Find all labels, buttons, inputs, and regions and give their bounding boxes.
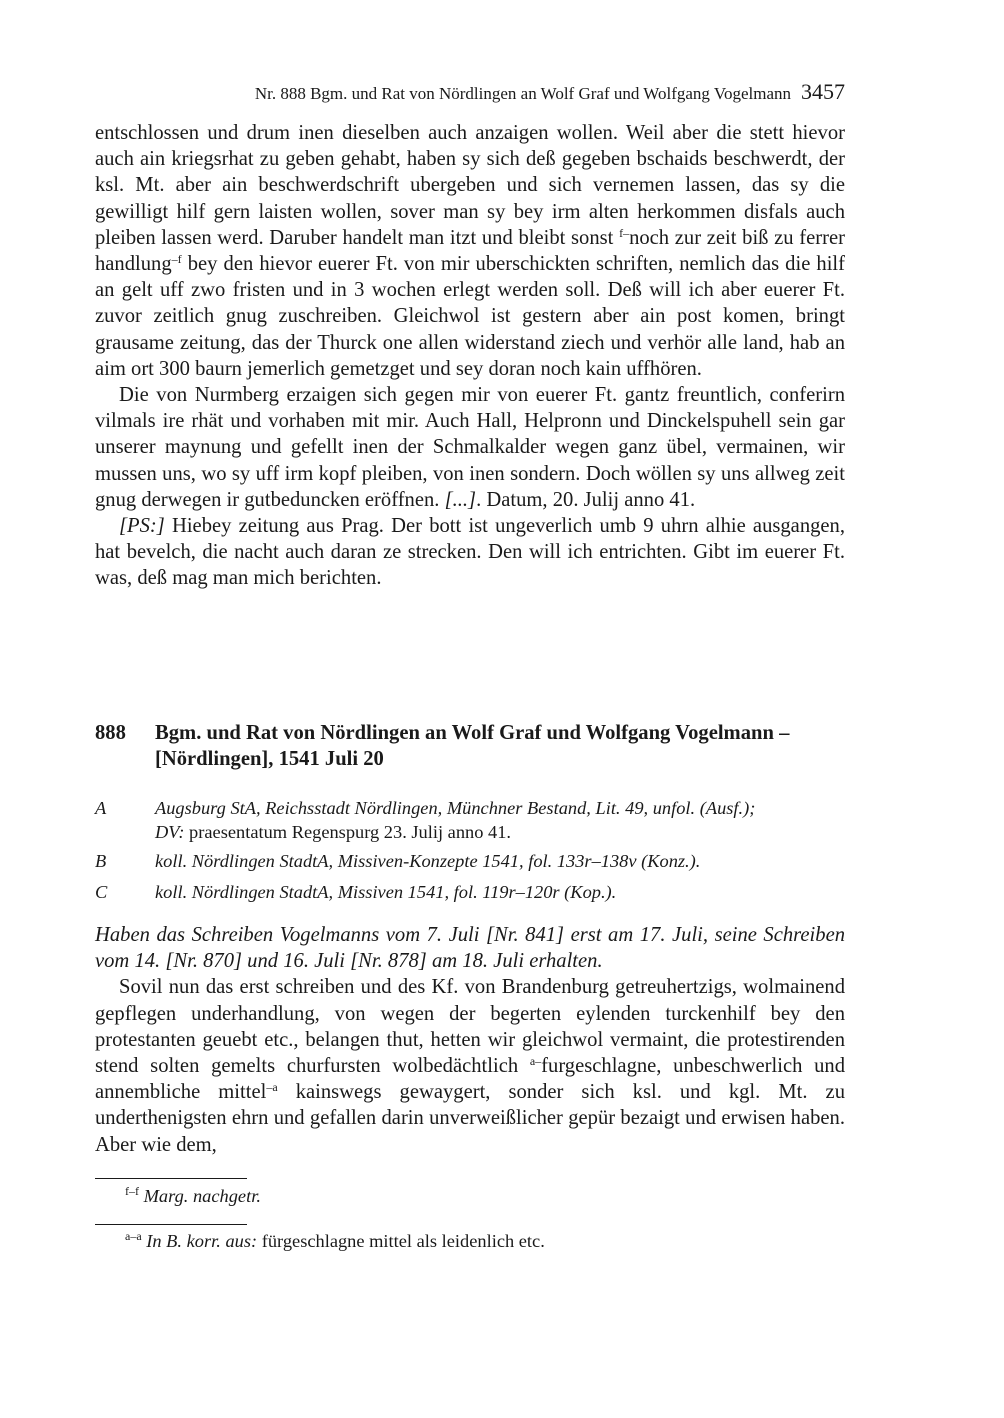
witness-siglum: A: [95, 798, 107, 818]
witness-description: koll. Nördlingen StadtA, Missiven-Konzepte 1541, fol. 133r–138v (Konz.).: [155, 851, 701, 871]
footnote-mark: a–a: [125, 1229, 142, 1243]
footnote-divider: [95, 1224, 247, 1225]
letter-continuation: [95, 120, 845, 592]
letter-paragraph: Sovil nun das erst schreiben und des Kf. von Brandenburg getreuhertzigs, wolmainend gepflegen underhandlung, von wegen der begerten eylenden turckenhilf bey den protestanten geuebt etc., belangen thut, hetten wir gleichwol vermaint, die protestirenden stend solten gemelts churfursten wolbedächtlich $^{a-}$furgeschlagne, unbeschwerlich und annembliche mittel$^{-a}$ kainswegs gewaygert, sonder sich ksl. und kgl. Mt. zu underthenigsten ehrn und gefallen darin unverweißlicher gepür bezaigt und erwisen haben. Aber wie dem,: [95, 976, 845, 1156]
running-head-title: Nr. 888 Bgm. und Rat von Nördlingen an Wolf Graf und Wolfgang Vogelmann: [254, 84, 791, 103]
omission-mark: [...]: [444, 488, 477, 511]
witness-description: Augsburg StA, Reichsstadt Nördlingen, Münchner Bestand, Lit. 49, unfol. (Ausf.); DV: praesentatum Regenspurg 23. Julij anno 41.: [155, 798, 756, 842]
witness-siglum: C: [95, 882, 108, 902]
letter-body: [95, 922, 845, 1158]
footnote-mark: f–f: [125, 1184, 139, 1198]
document-title: Bgm. und Rat von Nördlingen an Wolf Graf und Wolfgang Vogelmann – [Nördlingen], 1541 Juli 20: [155, 722, 790, 770]
postscript-paragraph: [PS:] Hiebey zeitung aus Prag. Der bott ist ungeverlich umb 9 uhrn alhie ausgangen, hat bevelch, die nacht auch daran ze strecken. Den will ich entrichten. Gibt im euerer Ft. was, deß mag man mich berichten.: [95, 515, 845, 590]
witness-siglum: B: [95, 851, 107, 871]
postscript-label: [PS:]: [119, 515, 165, 538]
running-head: [95, 80, 845, 106]
witness-description: koll. Nördlingen StadtA, Missiven 1541, fol. 119r–120r (Kop.).: [155, 882, 617, 902]
paragraph-1: entschlossen und drum inen dieselben auch anzaigen wollen. Weil aber die stett hievor auch ain kriegsrhat zu geben gehabt, haben sy sich deß gegeben bschaids beschwerdt, der ksl. Mt. aber ain beschwerdschrift ubergeben und sich vernemen lassen, das sy die gewilligt hilf gern laisten wollen, sover man sy bey irm alten herkommen disfals auch pleiben lassen werd. Daruber handelt man itzt und bleibt sonst $^{f-}$noch zur zeit biß zu ferrer handlung$^{-f}$ bey den hievor euerer Ft. von mir uberschickten schriften, nemlich das die hilf an gelt uff zwo fristen und in 3 wochen erlegt werden soll. Deß will ich aber euerer Ft. zuvor zeitlich gnug zuschreiben. Gleichwol ist gestern aber ain post komen, bringt grausame zeitung, das der Thurck one allen widerstand ziech und verhör alle land, hab an aim ort 300 baurn jemerlich gemetzget und sey doran noch kain uffhören.: [95, 122, 845, 380]
footnote-mark-f-open: f–: [619, 225, 630, 240]
document-number: 888: [95, 722, 126, 744]
regest: Haben das Schreiben Vogelmanns vom 7. Juli [Nr. 841] erst am 17. Juli, seine Schreiben vom 14. [Nr. 870] und 16. Juli [Nr. 878] am 18. Juli erhalten.: [95, 924, 845, 973]
footnote: $^{f-f}$ Marg. nachgetr.: [125, 1184, 261, 1206]
footnote: $^{a-a}$ In B. korr. aus: fürgeschlagne mittel als leidenlich etc.: [125, 1229, 545, 1251]
footnote-mark-f-close: –f: [171, 252, 182, 267]
dorsal-note-label: DV:: [155, 822, 185, 842]
footnote-divider: [95, 1178, 247, 1179]
paragraph-2: Die von Nurmberg erzaigen sich gegen mir von euerer Ft. gantz freuntlich, conferirn vilmals ire rhät und vorhaben mit mir. Auch Hall, Helpronn und Dinckelspuhell sein gar unserer maynung und gefellt inen der Schmalkalder wegen ganz übel, vermainen, wir mussen uns, wo sy uff irm kopf pleiben, von inen sondern. Doch wöllen sy uns allweg zeit gnug derwegen ir gutbeduncken eröffnen. [...]. Datum, 20. Julij anno 41.: [95, 384, 845, 511]
footnote-mark-a-close: –a: [266, 1080, 278, 1095]
footnote-mark-a-open: a–: [529, 1054, 542, 1069]
page-number: 3457: [801, 79, 845, 104]
